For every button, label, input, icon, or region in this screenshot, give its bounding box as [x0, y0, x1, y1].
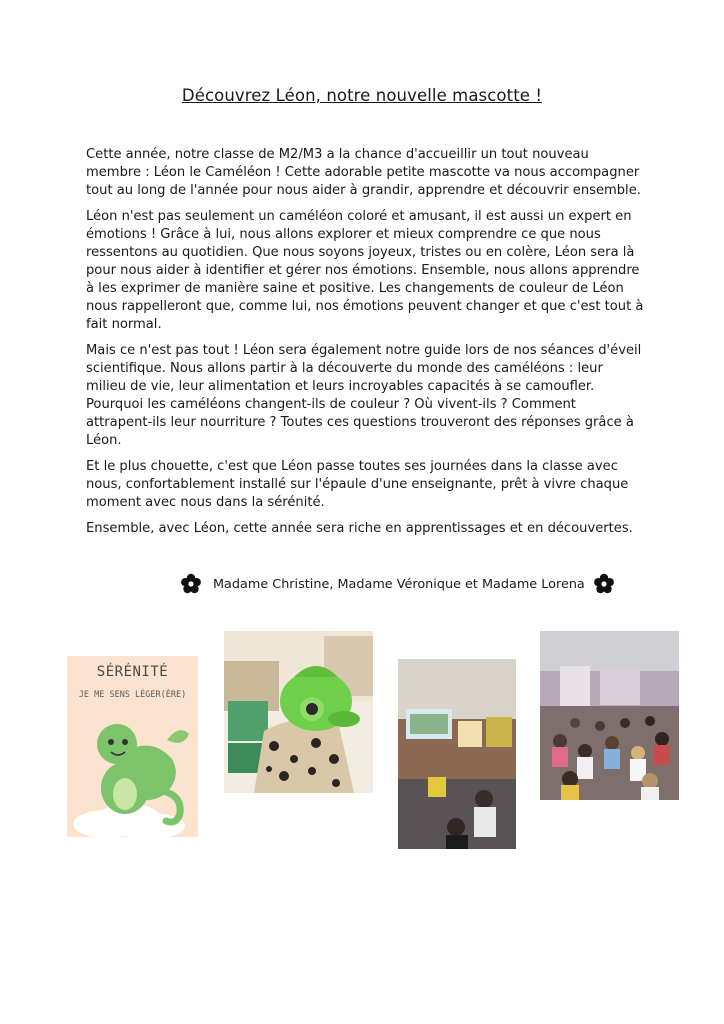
flower-icon — [593, 573, 615, 595]
page-title: Découvrez Léon, notre nouvelle mascotte ! — [181, 86, 543, 105]
paragraph: Ensemble, avec Léon, cette année sera riche en apprentissages et en découvertes. — [86, 521, 633, 536]
paragraph: Et le plus chouette, c'est que Léon passe toutes ses journées dans la classe avec nous, confortablement installé sur l'épaule d'une enseignante, prêt à vivre chaque moment avec nous dans la sérénité. — [86, 459, 629, 510]
children-assembly-photo — [540, 631, 679, 800]
signature-text: Madame Christine, Madame Véronique et Madame Lorena — [213, 576, 585, 592]
classroom-projection-photo — [398, 659, 516, 849]
signature-line — [180, 572, 640, 596]
card-title: SÉRÉNITÉ — [96, 664, 169, 680]
paragraph: Léon n'est pas seulement un caméléon coloré et amusant, il est aussi un expert en émotions ! Grâce à lui, nous allons explorer et mieux comprendre ce que nous ressentons au quotidien. Que nous soyons joyeux, tristes ou en colère, Léon sera là pour nous aider à identifier et gérer nos émotions. Ensemble, nous allons apprendre à les exprimer de manière saine et positive. Les changements de couleur de Léon nous rappelleront que, comme lui, nos émotions peuvent changer et que c'est tout à fait normal. — [86, 209, 644, 332]
flower-icon — [180, 573, 202, 595]
serenity-card-image — [67, 656, 198, 837]
paragraph: Cette année, notre classe de M2/M3 a la chance d'accueillir un tout nouveau membre : Léon le Caméléon ! Cette adorable petite mascotte va nous accompagner tout au long de l'année pour nous aider à grandir, apprendre et découvrir ensemble. — [86, 147, 641, 198]
paragraph: Mais ce n'est pas tout ! Léon sera également notre guide lors de nos séances d'éveil scientifique. Nous allons partir à la découverte du monde des caméléons : leur milieu de vie, leur alimentation et leurs incroyables capacités à se camoufler. Pourquoi les caméléons changent-ils de couleur ? Où vivent-ils ? Comment attrapent-ils leur nourriture ? Toutes ces questions trouveront des réponses grâce à Léon. — [86, 343, 642, 448]
card-subtitle: JE ME SENS LÉGER(ÈRE) — [78, 690, 187, 700]
article-body — [86, 146, 646, 546]
chameleon-puppet-photo — [224, 631, 373, 793]
